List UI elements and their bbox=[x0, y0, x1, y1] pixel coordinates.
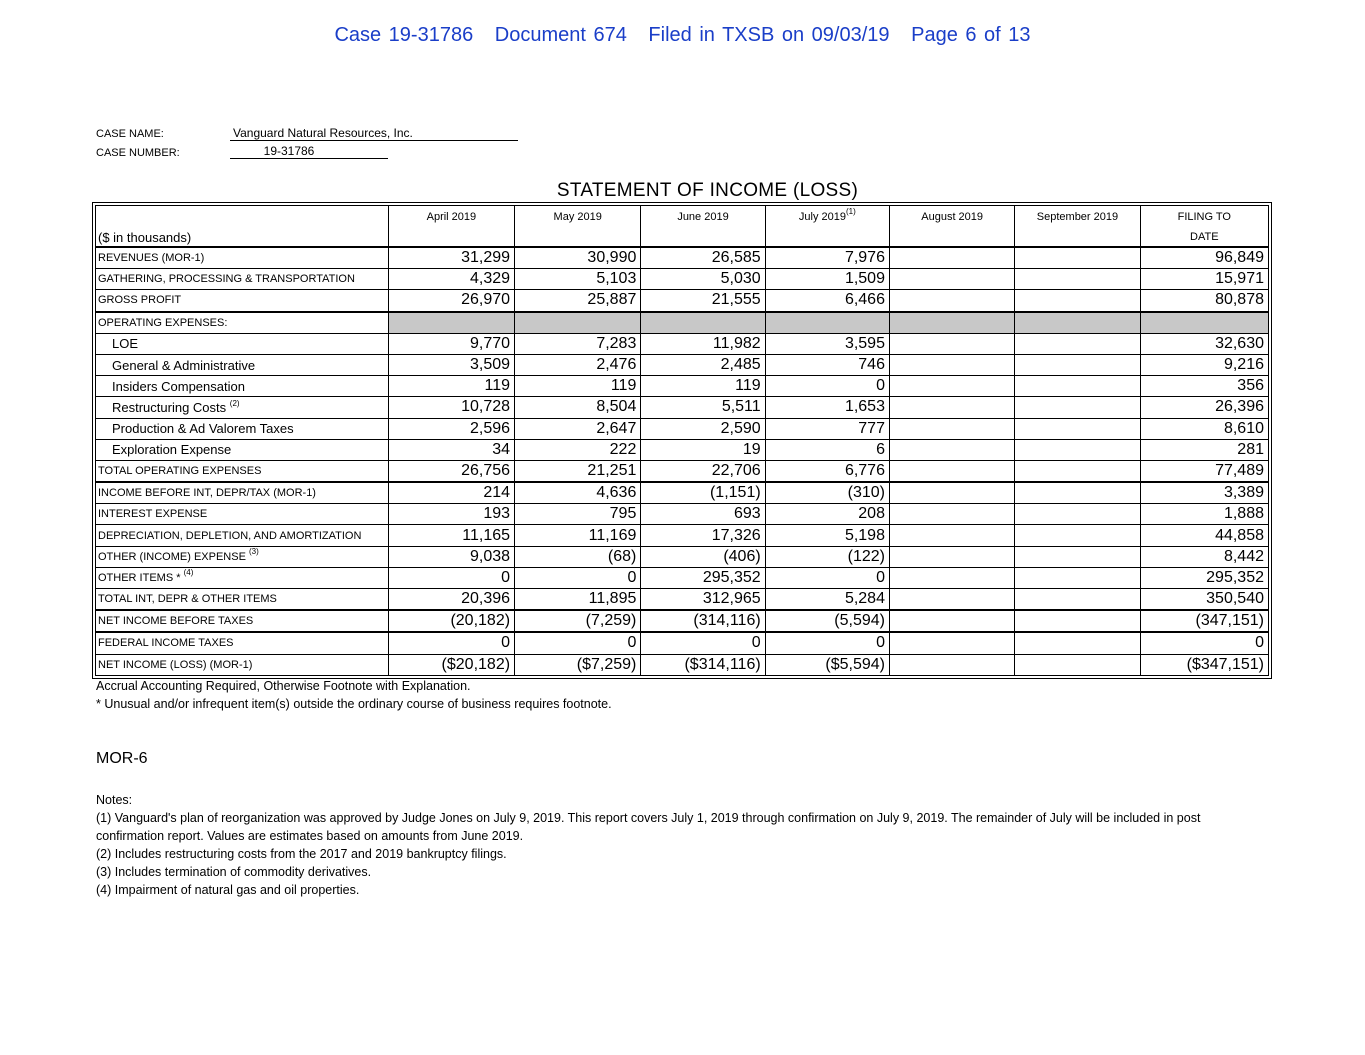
column-header-row bbox=[96, 206, 1269, 229]
table-row bbox=[96, 504, 1269, 525]
row-value: ($7,259) bbox=[515, 654, 641, 675]
shaded-cell bbox=[515, 312, 641, 334]
row-value: 6 bbox=[765, 439, 889, 460]
table-row bbox=[96, 312, 1269, 334]
table-row bbox=[96, 546, 1269, 567]
row-value: (68) bbox=[515, 546, 641, 567]
row-value bbox=[1015, 290, 1140, 312]
row-value: 9,038 bbox=[388, 546, 514, 567]
note-3: (3) Includes termination of commodity derivatives. bbox=[96, 865, 372, 879]
row-label: GATHERING, PROCESSING & TRANSPORTATION bbox=[96, 269, 389, 290]
row-value: (122) bbox=[765, 546, 889, 567]
row-value bbox=[1015, 610, 1140, 632]
case-number-value: 19-31786 bbox=[230, 144, 388, 159]
row-value: 4,636 bbox=[515, 482, 641, 504]
shaded-cell bbox=[388, 312, 514, 334]
table-row bbox=[96, 460, 1269, 482]
col-june: June 2019 bbox=[641, 206, 765, 229]
row-label: FEDERAL INCOME TAXES bbox=[96, 632, 389, 654]
row-value: 80,878 bbox=[1140, 290, 1268, 312]
row-value: 15,971 bbox=[1140, 269, 1268, 290]
row-value: 214 bbox=[388, 482, 514, 504]
table-row bbox=[96, 247, 1269, 269]
row-value: 0 bbox=[515, 567, 641, 588]
row-label: OPERATING EXPENSES: bbox=[96, 312, 389, 334]
row-value: 0 bbox=[765, 376, 889, 397]
row-value: 11,169 bbox=[515, 525, 641, 546]
row-value: ($20,182) bbox=[388, 654, 514, 675]
row-label: TOTAL INT, DEPR & OTHER ITEMS bbox=[96, 589, 389, 611]
row-value bbox=[889, 439, 1014, 460]
row-value bbox=[889, 504, 1014, 525]
table-row bbox=[96, 290, 1269, 312]
row-value: 3,389 bbox=[1140, 482, 1268, 504]
col-september: September 2019 bbox=[1015, 206, 1140, 229]
row-value: 119 bbox=[515, 376, 641, 397]
row-value: 17,326 bbox=[641, 525, 765, 546]
row-value: 2,485 bbox=[641, 354, 765, 375]
row-value: 11,895 bbox=[515, 589, 641, 611]
row-value: 5,511 bbox=[641, 397, 765, 418]
row-value: 0 bbox=[388, 567, 514, 588]
row-value: 4,329 bbox=[388, 269, 514, 290]
row-value: 193 bbox=[388, 504, 514, 525]
row-label: LOE bbox=[96, 333, 389, 354]
row-value: 0 bbox=[641, 632, 765, 654]
row-value: 222 bbox=[515, 439, 641, 460]
units-label: ($ in thousands) bbox=[96, 228, 389, 247]
row-value: 0 bbox=[515, 632, 641, 654]
row-value bbox=[1015, 247, 1140, 269]
row-value: 5,030 bbox=[641, 269, 765, 290]
row-value: 21,555 bbox=[641, 290, 765, 312]
col-april: April 2019 bbox=[388, 206, 514, 229]
shaded-cell bbox=[641, 312, 765, 334]
row-value: 0 bbox=[388, 632, 514, 654]
row-value bbox=[1015, 567, 1140, 588]
row-value bbox=[1015, 632, 1140, 654]
table-row bbox=[96, 439, 1269, 460]
row-value: 1,509 bbox=[765, 269, 889, 290]
notes-heading: Notes: bbox=[96, 793, 133, 807]
row-value bbox=[889, 376, 1014, 397]
col-filing-to-date: DATE bbox=[1140, 228, 1268, 247]
row-value: 119 bbox=[641, 376, 765, 397]
row-value: 22,706 bbox=[641, 460, 765, 482]
row-value bbox=[1015, 418, 1140, 439]
case-name-value: Vanguard Natural Resources, Inc. bbox=[230, 126, 518, 141]
row-value bbox=[889, 333, 1014, 354]
row-value: 30,990 bbox=[515, 247, 641, 269]
row-label: NET INCOME (LOSS) (MOR-1) bbox=[96, 654, 389, 675]
form-id: MOR-6 bbox=[96, 750, 148, 767]
row-label: INTEREST EXPENSE bbox=[96, 504, 389, 525]
row-label: DEPRECIATION, DEPLETION, AND AMORTIZATION bbox=[96, 525, 389, 546]
row-label: OTHER (INCOME) EXPENSE $^{(3)}$ bbox=[96, 546, 389, 567]
row-value bbox=[889, 290, 1014, 312]
row-value: 7,976 bbox=[765, 247, 889, 269]
row-value bbox=[1015, 546, 1140, 567]
row-value: 356 bbox=[1140, 376, 1268, 397]
row-value bbox=[889, 654, 1014, 675]
col-may: May 2019 bbox=[515, 206, 641, 229]
case-number-label: CASE NUMBER: bbox=[96, 147, 180, 159]
row-value: 7,283 bbox=[515, 333, 641, 354]
row-value: (347,151) bbox=[1140, 610, 1268, 632]
row-value bbox=[1015, 269, 1140, 290]
row-value: 2,647 bbox=[515, 418, 641, 439]
row-value bbox=[889, 525, 1014, 546]
row-value: 777 bbox=[765, 418, 889, 439]
row-value: 3,509 bbox=[388, 354, 514, 375]
row-value: 746 bbox=[765, 354, 889, 375]
row-value: 20,396 bbox=[388, 589, 514, 611]
statement-title: STATEMENT OF INCOME (LOSS) bbox=[556, 180, 859, 201]
note-4: (4) Impairment of natural gas and oil properties. bbox=[96, 883, 360, 897]
row-label: OTHER ITEMS * $^{(4)}$ bbox=[96, 567, 389, 588]
income-statement-table bbox=[92, 202, 1272, 679]
col-august: August 2019 bbox=[889, 206, 1014, 229]
row-value: 5,103 bbox=[515, 269, 641, 290]
row-value: 0 bbox=[765, 632, 889, 654]
row-value: 281 bbox=[1140, 439, 1268, 460]
row-value: 11,982 bbox=[641, 333, 765, 354]
accrual-footnote: Accrual Accounting Required, Otherwise Footnote with Explanation. bbox=[96, 679, 471, 693]
row-value bbox=[1015, 354, 1140, 375]
row-value bbox=[889, 546, 1014, 567]
row-value bbox=[1015, 654, 1140, 675]
table-row bbox=[96, 654, 1269, 675]
case-name-label: CASE NAME: bbox=[96, 128, 164, 140]
column-subheader-row bbox=[96, 228, 1269, 247]
row-value: 31,299 bbox=[388, 247, 514, 269]
row-value: 77,489 bbox=[1140, 460, 1268, 482]
shaded-cell bbox=[1015, 312, 1140, 334]
row-value: 312,965 bbox=[641, 589, 765, 611]
note-1: (1) Vanguard's plan of reorganization was approved by Judge Jones on July 9, 2019. This report covers July 1, 2019 through confirmation on July 9, 2019. The remainder of July will be included in post confirmation report. Values are estimates based on amounts from June 2019. bbox=[96, 811, 1201, 843]
row-value: (1,151) bbox=[641, 482, 765, 504]
row-value: (7,259) bbox=[515, 610, 641, 632]
row-label: Insiders Compensation bbox=[96, 376, 389, 397]
row-value: (310) bbox=[765, 482, 889, 504]
row-value bbox=[1015, 333, 1140, 354]
table-row bbox=[96, 610, 1269, 632]
row-value: 8,442 bbox=[1140, 546, 1268, 567]
table-row bbox=[96, 482, 1269, 504]
row-value: (20,182) bbox=[388, 610, 514, 632]
row-value bbox=[889, 354, 1014, 375]
row-value bbox=[889, 632, 1014, 654]
row-value: 5,284 bbox=[765, 589, 889, 611]
row-value: 32,630 bbox=[1140, 333, 1268, 354]
row-value bbox=[1015, 397, 1140, 418]
page-number: Page 6 of 13 bbox=[911, 24, 1031, 46]
row-label: TOTAL OPERATING EXPENSES bbox=[96, 460, 389, 482]
row-value: (406) bbox=[641, 546, 765, 567]
table-row bbox=[96, 632, 1269, 654]
table-row bbox=[96, 376, 1269, 397]
row-value bbox=[889, 247, 1014, 269]
row-value: 6,776 bbox=[765, 460, 889, 482]
row-value: 96,849 bbox=[1140, 247, 1268, 269]
row-value: (5,594) bbox=[765, 610, 889, 632]
row-value bbox=[889, 589, 1014, 611]
row-value: 0 bbox=[765, 567, 889, 588]
row-value bbox=[889, 269, 1014, 290]
row-label: GROSS PROFIT bbox=[96, 290, 389, 312]
row-value: 25,887 bbox=[515, 290, 641, 312]
row-value bbox=[1015, 439, 1140, 460]
row-value: 34 bbox=[388, 439, 514, 460]
row-value: 5,198 bbox=[765, 525, 889, 546]
row-value: 2,596 bbox=[388, 418, 514, 439]
row-value: 1,653 bbox=[765, 397, 889, 418]
row-value: 119 bbox=[388, 376, 514, 397]
row-value: 2,590 bbox=[641, 418, 765, 439]
row-value: 26,585 bbox=[641, 247, 765, 269]
row-value: ($347,151) bbox=[1140, 654, 1268, 675]
shaded-cell bbox=[765, 312, 889, 334]
row-value: 693 bbox=[641, 504, 765, 525]
row-value: 795 bbox=[515, 504, 641, 525]
row-value: 19 bbox=[641, 439, 765, 460]
row-value bbox=[1015, 589, 1140, 611]
row-value: 9,770 bbox=[388, 333, 514, 354]
row-value bbox=[1015, 504, 1140, 525]
row-value: (314,116) bbox=[641, 610, 765, 632]
row-label: NET INCOME BEFORE TAXES bbox=[96, 610, 389, 632]
row-value: 0 bbox=[1140, 632, 1268, 654]
row-value: 295,352 bbox=[1140, 567, 1268, 588]
row-label: REVENUES (MOR-1) bbox=[96, 247, 389, 269]
row-value: 350,540 bbox=[1140, 589, 1268, 611]
table-row bbox=[96, 269, 1269, 290]
table-row bbox=[96, 567, 1269, 588]
unusual-footnote: * Unusual and/or infrequent item(s) outside the ordinary course of business requires footnote. bbox=[96, 697, 612, 711]
filed-info: Filed in TXSB on 09/03/19 bbox=[648, 24, 890, 46]
row-value bbox=[889, 460, 1014, 482]
row-label: Exploration Expense bbox=[96, 439, 389, 460]
row-value: 9,216 bbox=[1140, 354, 1268, 375]
row-label: Restructuring Costs $^{(2)}$ bbox=[96, 397, 389, 418]
row-value bbox=[1015, 376, 1140, 397]
row-value bbox=[889, 482, 1014, 504]
row-value: 2,476 bbox=[515, 354, 641, 375]
row-value: 10,728 bbox=[388, 397, 514, 418]
row-value: 6,466 bbox=[765, 290, 889, 312]
row-value: 44,858 bbox=[1140, 525, 1268, 546]
col-filing-to: FILING TO bbox=[1140, 206, 1268, 229]
row-value: 26,756 bbox=[388, 460, 514, 482]
document-number: Document 674 bbox=[494, 24, 627, 46]
row-value bbox=[889, 567, 1014, 588]
row-value bbox=[1015, 525, 1140, 546]
notes-section bbox=[96, 791, 1256, 899]
table-row bbox=[96, 589, 1269, 611]
row-value: ($314,116) bbox=[641, 654, 765, 675]
table-row bbox=[96, 354, 1269, 375]
row-label: Production & Ad Valorem Taxes bbox=[96, 418, 389, 439]
row-value: 1,888 bbox=[1140, 504, 1268, 525]
row-label: INCOME BEFORE INT, DEPR/TAX (MOR-1) bbox=[96, 482, 389, 504]
row-value: 8,610 bbox=[1140, 418, 1268, 439]
row-value bbox=[1015, 482, 1140, 504]
table-row bbox=[96, 333, 1269, 354]
row-label: General & Administrative bbox=[96, 354, 389, 375]
row-value: 26,396 bbox=[1140, 397, 1268, 418]
row-value: 21,251 bbox=[515, 460, 641, 482]
row-value: 26,970 bbox=[388, 290, 514, 312]
shaded-cell bbox=[889, 312, 1014, 334]
col-july: July 2019$^{(1)}$ bbox=[765, 206, 889, 229]
table-row bbox=[96, 525, 1269, 546]
table-row bbox=[96, 418, 1269, 439]
row-value bbox=[889, 397, 1014, 418]
row-value bbox=[1015, 460, 1140, 482]
row-value: 208 bbox=[765, 504, 889, 525]
note-2: (2) Includes restructuring costs from the 2017 and 2019 bankruptcy filings. bbox=[96, 847, 507, 861]
row-value: ($5,594) bbox=[765, 654, 889, 675]
case-id: Case 19-31786 bbox=[334, 24, 474, 46]
row-value: 11,165 bbox=[388, 525, 514, 546]
row-value: 3,595 bbox=[765, 333, 889, 354]
row-value bbox=[889, 610, 1014, 632]
page-header bbox=[0, 24, 1365, 47]
shaded-cell bbox=[1140, 312, 1268, 334]
row-value: 295,352 bbox=[641, 567, 765, 588]
row-value bbox=[889, 418, 1014, 439]
row-value: 8,504 bbox=[515, 397, 641, 418]
table-row bbox=[96, 397, 1269, 418]
